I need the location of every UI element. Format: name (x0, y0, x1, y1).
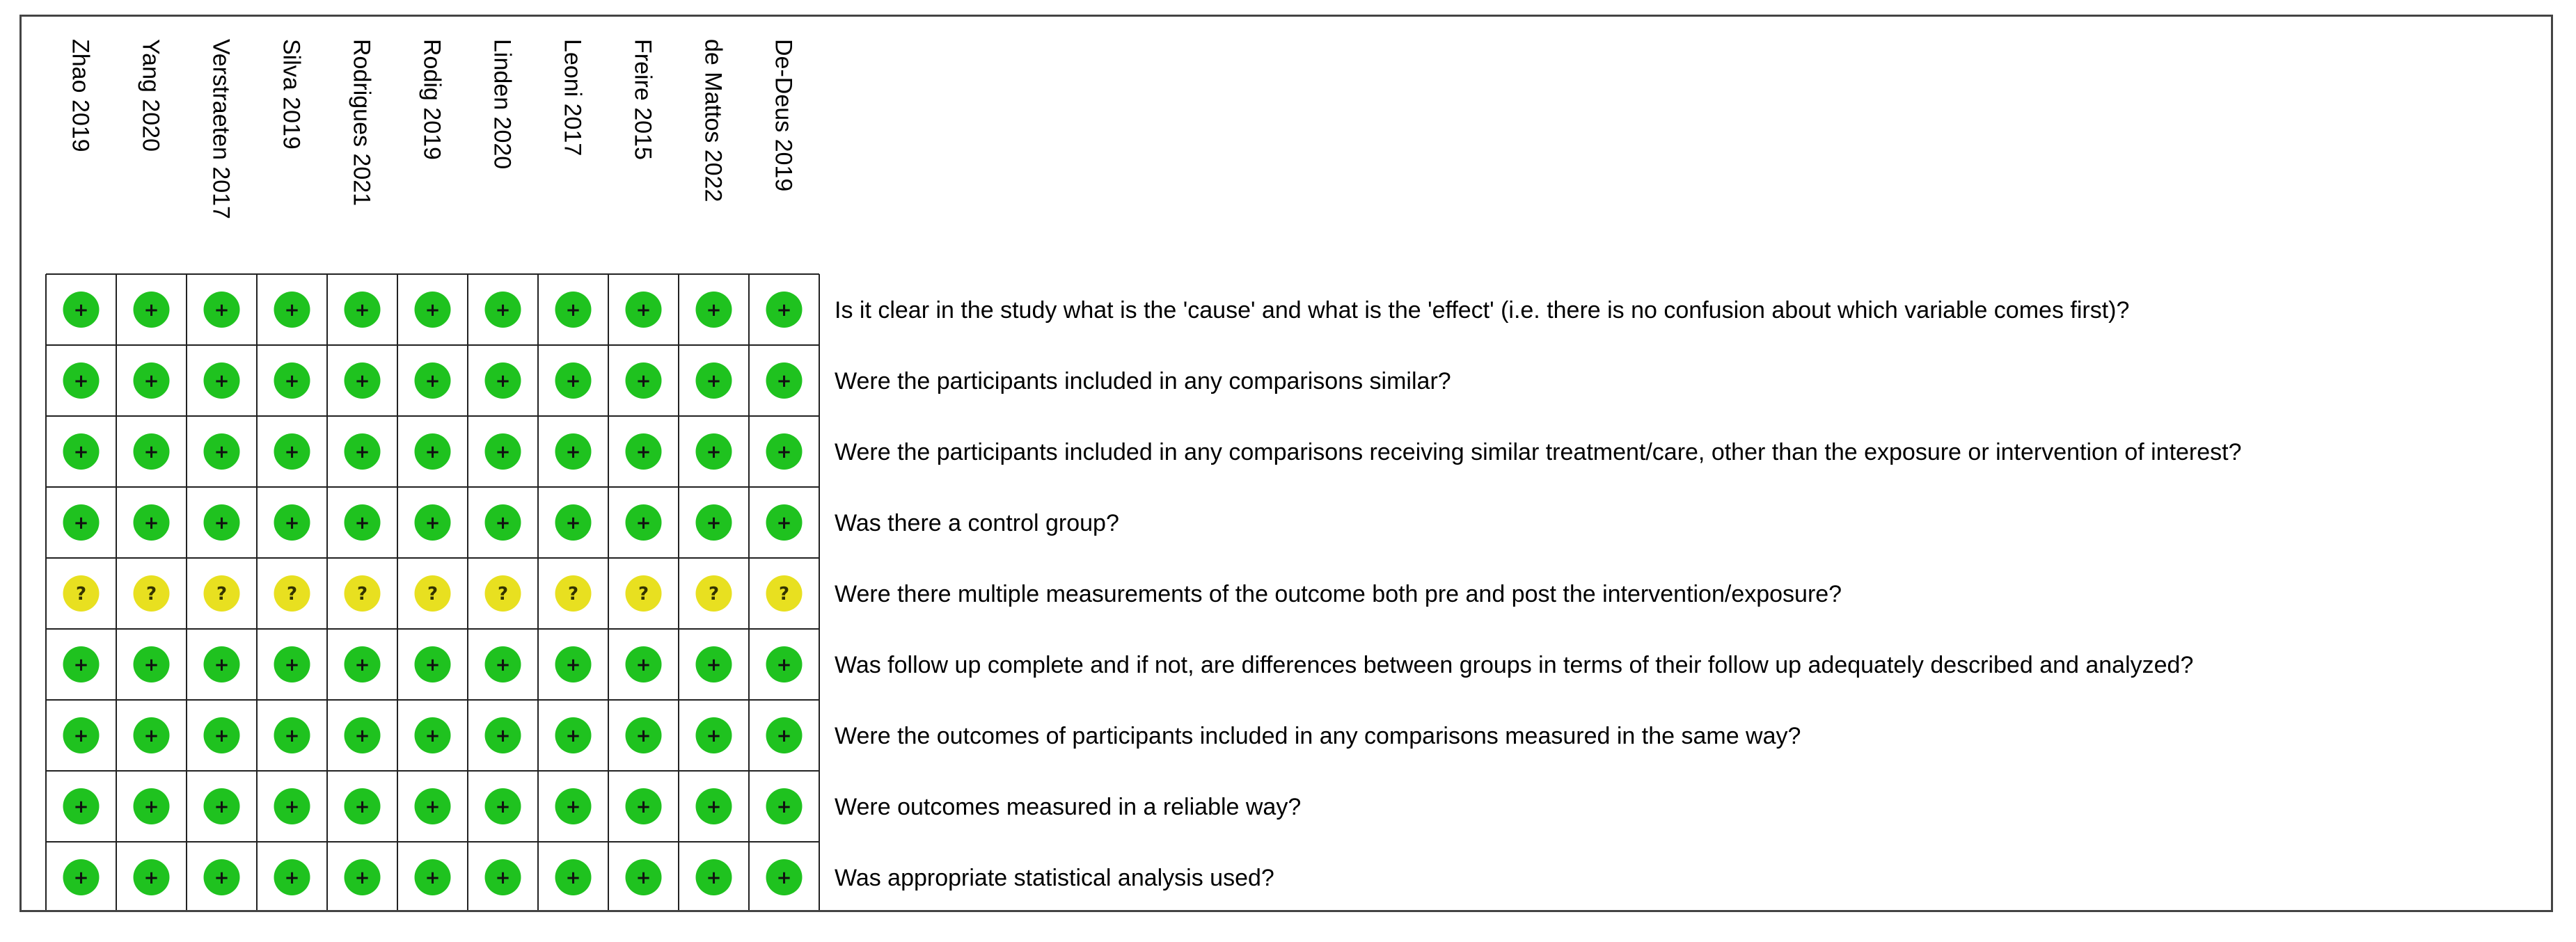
low-risk-mark (766, 292, 803, 328)
mark-symbol: + (425, 371, 441, 392)
unclear-risk-mark (485, 575, 521, 612)
low-risk-mark (345, 292, 381, 328)
mark-symbol: + (73, 513, 89, 534)
question-label: Were the participants included in any comparisons similar? (835, 368, 1451, 394)
question-label: Were there multiple measurements of the outcome both pre and post the intervention/exposure? (835, 581, 1842, 607)
study-label: de Mattos 2022 (700, 39, 727, 202)
mark-symbol: + (495, 726, 511, 747)
mark-symbol: + (706, 868, 722, 888)
low-risk-mark (345, 859, 381, 895)
low-risk-mark (626, 717, 662, 753)
mark-symbol: + (214, 868, 230, 888)
low-risk-mark (134, 646, 170, 682)
mark-symbol: + (354, 868, 370, 888)
question-label: Was appropriate statistical analysis used? (835, 865, 1274, 891)
mark-symbol: + (143, 300, 159, 321)
unclear-risk-mark (626, 575, 662, 612)
mark-symbol: + (565, 726, 581, 747)
low-risk-mark (485, 362, 521, 399)
low-risk-mark (626, 292, 662, 328)
low-risk-mark (274, 504, 310, 541)
low-risk-mark (415, 646, 451, 682)
mark-symbol: + (495, 442, 511, 463)
mark-symbol: ? (216, 584, 228, 605)
mark-symbol: + (214, 797, 230, 817)
mark-symbol: + (635, 300, 651, 321)
mark-symbol: + (73, 655, 89, 676)
study-label: Silva 2019 (278, 39, 305, 150)
mark-symbol: + (354, 442, 370, 463)
low-risk-mark (63, 504, 100, 541)
unclear-risk-mark (134, 575, 170, 612)
low-risk-mark (63, 646, 100, 682)
mark-symbol: + (214, 655, 230, 676)
low-risk-mark (204, 292, 240, 328)
mark-symbol: ? (427, 584, 438, 605)
mark-symbol: + (776, 442, 792, 463)
low-risk-mark (274, 433, 310, 470)
mark-symbol: + (284, 300, 300, 321)
study-label: Verstraeten 2017 (207, 39, 235, 219)
mark-symbol: + (214, 513, 230, 534)
mark-symbol: + (565, 868, 581, 888)
unclear-risk-mark (415, 575, 451, 612)
mark-symbol: + (214, 726, 230, 747)
low-risk-mark (696, 717, 732, 753)
mark-symbol: ? (778, 584, 790, 605)
mark-symbol: + (635, 371, 651, 392)
mark-symbol: + (143, 797, 159, 817)
unclear-risk-mark (204, 575, 240, 612)
mark-symbol: ? (638, 584, 649, 605)
low-risk-mark (415, 859, 451, 895)
low-risk-mark (555, 646, 592, 682)
mark-symbol: + (706, 513, 722, 534)
low-risk-mark (555, 859, 592, 895)
low-risk-mark (415, 433, 451, 470)
low-risk-mark (555, 433, 592, 470)
mark-symbol: + (425, 797, 441, 817)
low-risk-mark (134, 717, 170, 753)
mark-symbol: + (73, 726, 89, 747)
low-risk-mark (696, 292, 732, 328)
low-risk-mark (274, 362, 310, 399)
low-risk-mark (134, 504, 170, 541)
mark-symbol: + (73, 797, 89, 817)
mark-symbol: ? (708, 584, 720, 605)
mark-symbol: ? (286, 584, 298, 605)
low-risk-mark (415, 292, 451, 328)
mark-symbol: ? (567, 584, 579, 605)
low-risk-mark (485, 859, 521, 895)
question-label: Were the participants included in any comparisons receiving similar treatment/care, other than the exposure or intervention of interest? (835, 439, 2242, 465)
low-risk-mark (63, 362, 100, 399)
mark-symbol: + (284, 442, 300, 463)
mark-symbol: + (565, 300, 581, 321)
low-risk-mark (766, 646, 803, 682)
low-risk-mark (63, 717, 100, 753)
low-risk-mark (415, 362, 451, 399)
mark-symbol: + (73, 371, 89, 392)
mark-symbol: ? (497, 584, 509, 605)
mark-symbol: + (495, 655, 511, 676)
study-label: De-Deus 2019 (770, 39, 797, 192)
low-risk-mark (696, 504, 732, 541)
figure-frame (19, 15, 2553, 912)
mark-symbol: + (495, 868, 511, 888)
mark-symbol: + (776, 655, 792, 676)
mark-symbol: + (635, 797, 651, 817)
mark-symbol: + (73, 300, 89, 321)
low-risk-mark (345, 646, 381, 682)
mark-symbol: + (284, 513, 300, 534)
low-risk-mark (696, 859, 732, 895)
mark-symbol: + (425, 868, 441, 888)
mark-symbol: + (776, 797, 792, 817)
mark-symbol: + (635, 655, 651, 676)
question-label: Was follow up complete and if not, are differences between groups in terms of their follow up adequately described and analyzed? (835, 652, 2194, 678)
low-risk-mark (134, 292, 170, 328)
mark-symbol: ? (145, 584, 157, 605)
study-label: Zhao 2019 (67, 39, 94, 152)
low-risk-mark (766, 504, 803, 541)
mark-symbol: + (706, 442, 722, 463)
mark-symbol: + (776, 726, 792, 747)
study-labels (68, 39, 797, 219)
low-risk-mark (485, 788, 521, 824)
low-risk-mark (485, 292, 521, 328)
low-risk-mark (555, 504, 592, 541)
low-risk-mark (134, 362, 170, 399)
mark-symbol: + (706, 655, 722, 676)
low-risk-mark (696, 788, 732, 824)
low-risk-mark (555, 362, 592, 399)
unclear-risk-mark (274, 575, 310, 612)
mark-symbol: + (706, 797, 722, 817)
mark-symbol: + (354, 655, 370, 676)
mark-symbol: + (425, 442, 441, 463)
mark-symbol: + (143, 868, 159, 888)
mark-symbol: ? (75, 584, 87, 605)
unclear-risk-mark (766, 575, 803, 612)
question-label: Is it clear in the study what is the 'cause' and what is the 'effect' (i.e. there is no confusion about which variable comes first)? (835, 297, 2130, 324)
low-risk-mark (134, 788, 170, 824)
mark-symbol: + (425, 726, 441, 747)
low-risk-mark (204, 717, 240, 753)
mark-symbol: + (214, 442, 230, 463)
low-risk-mark (204, 433, 240, 470)
low-risk-mark (626, 433, 662, 470)
mark-symbol: + (143, 655, 159, 676)
low-risk-mark (766, 859, 803, 895)
mark-symbol: + (354, 371, 370, 392)
mark-symbol: + (143, 371, 159, 392)
low-risk-mark (626, 504, 662, 541)
low-risk-mark (345, 788, 381, 824)
low-risk-mark (274, 292, 310, 328)
low-risk-mark (274, 859, 310, 895)
mark-symbol: + (143, 726, 159, 747)
question-label: Were outcomes measured in a reliable way? (835, 794, 1302, 820)
low-risk-mark (696, 646, 732, 682)
mark-symbol: + (214, 371, 230, 392)
mark-symbol: + (73, 868, 89, 888)
low-risk-mark (766, 362, 803, 399)
low-risk-mark (626, 788, 662, 824)
unclear-risk-mark (555, 575, 592, 612)
study-label: Freire 2015 (629, 39, 656, 160)
mark-symbol: + (565, 442, 581, 463)
mark-symbol: + (776, 371, 792, 392)
study-label: Rodrigues 2021 (348, 39, 375, 207)
low-risk-mark (766, 433, 803, 470)
question-label: Was there a control group? (835, 510, 1119, 536)
mark-symbol: + (354, 300, 370, 321)
mark-symbol: + (635, 868, 651, 888)
mark-symbol: + (495, 371, 511, 392)
question-label: Were the outcomes of participants included in any comparisons measured in the same way? (835, 723, 1801, 749)
low-risk-mark (415, 504, 451, 541)
low-risk-mark (274, 717, 310, 753)
mark-symbol: + (635, 726, 651, 747)
mark-symbol: + (143, 513, 159, 534)
low-risk-mark (274, 788, 310, 824)
mark-symbol: + (425, 513, 441, 534)
study-label: Leoni 2017 (559, 39, 586, 157)
mark-symbol: + (565, 513, 581, 534)
low-risk-mark (134, 859, 170, 895)
low-risk-mark (204, 788, 240, 824)
study-label: Yang 2020 (137, 39, 164, 152)
study-label: Linden 2020 (489, 39, 516, 170)
study-label: Rodig 2019 (418, 39, 445, 160)
low-risk-mark (204, 362, 240, 399)
mark-symbol: + (284, 868, 300, 888)
mark-symbol: + (776, 513, 792, 534)
mark-symbol: + (706, 371, 722, 392)
low-risk-mark (485, 717, 521, 753)
mark-symbol: + (776, 300, 792, 321)
mark-symbol: + (354, 513, 370, 534)
mark-symbol: + (635, 442, 651, 463)
low-risk-mark (415, 717, 451, 753)
low-risk-mark (204, 859, 240, 895)
mark-symbol: + (284, 797, 300, 817)
mark-symbol: + (354, 726, 370, 747)
low-risk-mark (274, 646, 310, 682)
mark-symbol: + (425, 300, 441, 321)
low-risk-mark (204, 646, 240, 682)
risk-of-bias-chart (22, 17, 2551, 910)
mark-symbol: ? (356, 584, 368, 605)
mark-symbol: + (354, 797, 370, 817)
low-risk-mark (485, 433, 521, 470)
low-risk-mark (63, 788, 100, 824)
low-risk-mark (626, 859, 662, 895)
low-risk-mark (345, 433, 381, 470)
low-risk-mark (134, 433, 170, 470)
low-risk-mark (766, 717, 803, 753)
low-risk-mark (555, 717, 592, 753)
mark-symbol: + (706, 726, 722, 747)
low-risk-mark (485, 504, 521, 541)
mark-symbol: + (425, 655, 441, 676)
mark-symbol: + (635, 513, 651, 534)
unclear-risk-mark (345, 575, 381, 612)
mark-symbol: + (214, 300, 230, 321)
mark-symbol: + (495, 513, 511, 534)
low-risk-mark (696, 433, 732, 470)
question-labels (835, 297, 2242, 891)
low-risk-mark (345, 717, 381, 753)
low-risk-mark (555, 788, 592, 824)
low-risk-mark (766, 788, 803, 824)
mark-symbol: + (776, 868, 792, 888)
low-risk-mark (345, 504, 381, 541)
low-risk-mark (485, 646, 521, 682)
mark-symbol: + (706, 300, 722, 321)
mark-symbol: + (73, 442, 89, 463)
mark-symbol: + (565, 371, 581, 392)
low-risk-mark (626, 646, 662, 682)
mark-symbol: + (495, 797, 511, 817)
low-risk-mark (63, 292, 100, 328)
low-risk-mark (415, 788, 451, 824)
mark-symbol: + (143, 442, 159, 463)
low-risk-mark (63, 433, 100, 470)
mark-symbol: + (284, 371, 300, 392)
low-risk-mark (555, 292, 592, 328)
unclear-risk-mark (63, 575, 100, 612)
mark-symbol: + (495, 300, 511, 321)
low-risk-mark (696, 362, 732, 399)
mark-symbol: + (284, 726, 300, 747)
low-risk-mark (345, 362, 381, 399)
judgement-marks (63, 292, 803, 895)
low-risk-mark (63, 859, 100, 895)
mark-symbol: + (565, 655, 581, 676)
mark-symbol: + (565, 797, 581, 817)
mark-symbol: + (284, 655, 300, 676)
low-risk-mark (204, 504, 240, 541)
unclear-risk-mark (696, 575, 732, 612)
low-risk-mark (626, 362, 662, 399)
